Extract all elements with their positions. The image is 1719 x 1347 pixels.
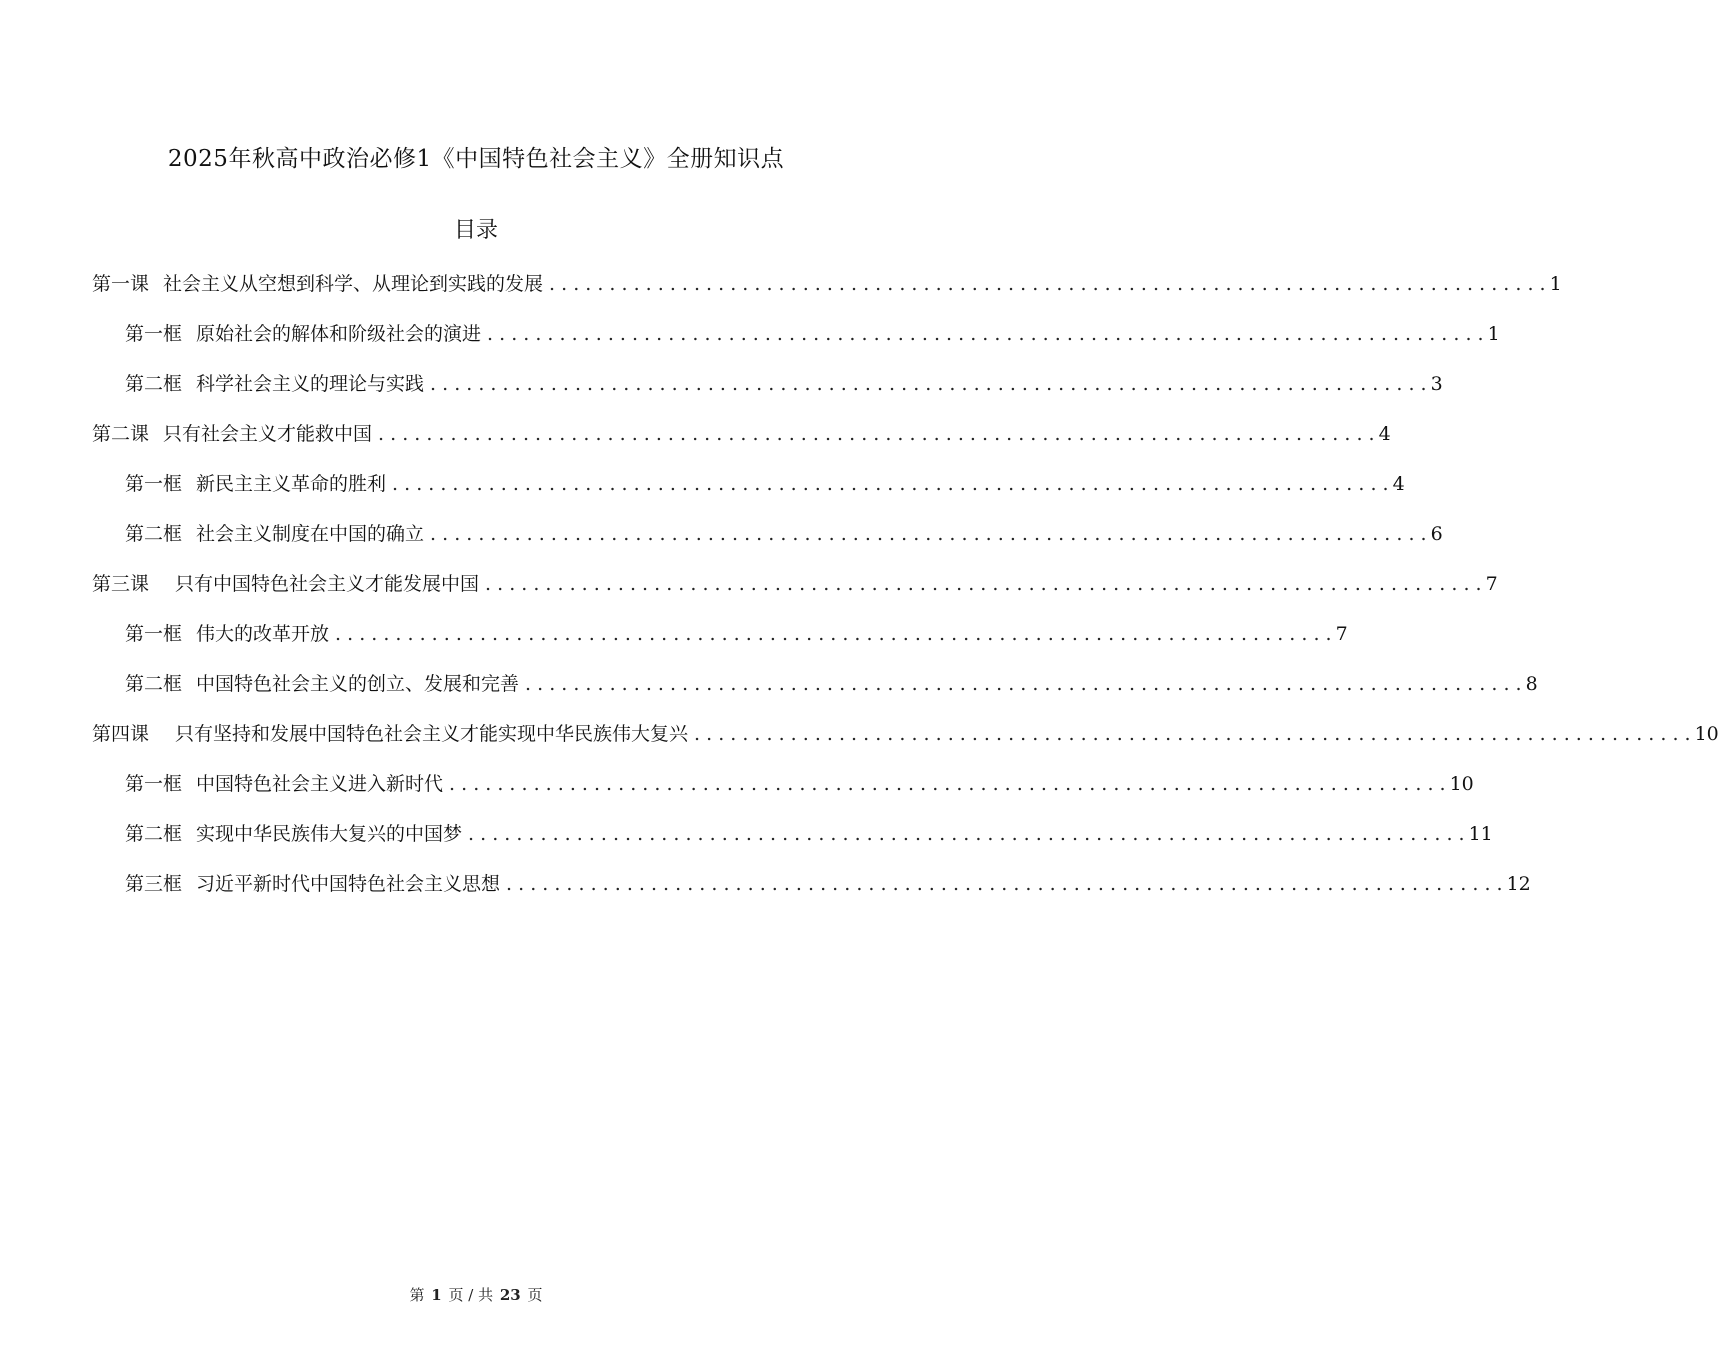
toc-entry-title: 社会主义从空想到科学、从理论到实践的发展 xyxy=(163,273,544,295)
toc-entry-number: 第一课 xyxy=(92,273,150,295)
toc-entry-page: 3 xyxy=(1430,373,1443,395)
toc-entry-page: 7 xyxy=(1485,573,1498,595)
toc-dot-leader xyxy=(468,816,1465,852)
toc-entry-title: 只有坚持和发展中国特色社会主义才能实现中华民族伟大复兴 xyxy=(175,723,689,745)
toc-entry-number: 第二框 xyxy=(125,673,183,695)
toc-dot-leader xyxy=(549,266,1546,302)
toc-entry-page: 1 xyxy=(1549,273,1562,295)
toc-dot-leader xyxy=(485,566,1482,602)
toc-entry-page: 12 xyxy=(1506,873,1531,895)
toc-entry-title: 科学社会主义的理论与实践 xyxy=(196,373,425,395)
toc-entry-title: 伟大的改革开放 xyxy=(196,623,330,645)
toc-entry-page: 8 xyxy=(1525,673,1538,695)
toc-dot-leader xyxy=(487,316,1484,352)
toc-entry-lesson-4[interactable] xyxy=(92,716,1719,766)
toc-dot-leader xyxy=(335,616,1332,652)
toc-entry-number: 第二框 xyxy=(125,823,183,845)
footer-middle: 页 / 共 xyxy=(448,1286,494,1304)
toc-entry-title: 实现中华民族伟大复兴的中国梦 xyxy=(196,823,463,845)
toc-dot-leader xyxy=(378,416,1375,452)
toc-dot-leader xyxy=(449,766,1446,802)
table-of-contents xyxy=(92,266,1719,916)
toc-entry-lesson-3-section-2[interactable] xyxy=(92,666,1538,716)
toc-dot-leader xyxy=(430,516,1427,552)
toc-entry-page: 4 xyxy=(1378,423,1391,445)
toc-dot-leader xyxy=(525,666,1522,702)
toc-entry-page: 7 xyxy=(1335,623,1348,645)
toc-entry-title: 习近平新时代中国特色社会主义思想 xyxy=(196,873,501,895)
toc-entry-title: 中国特色社会主义的创立、发展和完善 xyxy=(196,673,520,695)
footer-prefix: 第 xyxy=(409,1286,425,1304)
toc-entry-lesson-4-section-2[interactable] xyxy=(92,816,1493,866)
toc-entry-lesson-4-section-3[interactable] xyxy=(92,866,1531,916)
toc-entry-page: 10 xyxy=(1694,723,1719,745)
toc-entry-number: 第三课 xyxy=(92,573,150,595)
toc-dot-leader xyxy=(430,366,1427,402)
toc-entry-lesson-3-section-1[interactable] xyxy=(92,616,1348,666)
toc-dot-leader xyxy=(506,866,1503,902)
document-title: 2025年秋高中政治必修1《中国特色社会主义》全册知识点 xyxy=(167,146,785,172)
toc-heading: 目录 xyxy=(453,218,498,243)
toc-entry-page: 4 xyxy=(1392,473,1405,495)
toc-entry-title: 原始社会的解体和阶级社会的演进 xyxy=(196,323,482,345)
toc-entry-lesson-3[interactable] xyxy=(92,566,1498,616)
toc-entry-lesson-1[interactable] xyxy=(92,266,1562,316)
toc-entry-lesson-1-section-2[interactable] xyxy=(92,366,1443,416)
page-footer xyxy=(0,1284,952,1306)
toc-entry-lesson-2-section-1[interactable] xyxy=(92,466,1405,516)
toc-entry-page: 11 xyxy=(1468,823,1493,845)
toc-entry-page: 1 xyxy=(1487,323,1500,345)
toc-entry-number: 第二框 xyxy=(125,523,183,545)
toc-entry-number: 第一框 xyxy=(125,773,183,795)
toc-entry-page: 6 xyxy=(1430,523,1443,545)
footer-total-pages: 23 xyxy=(499,1286,521,1304)
toc-entry-number: 第三框 xyxy=(125,873,183,895)
toc-dot-leader xyxy=(392,466,1389,502)
toc-entry-number: 第二课 xyxy=(92,423,150,445)
footer-current-page: 1 xyxy=(431,1286,442,1304)
toc-entry-title: 中国特色社会主义进入新时代 xyxy=(196,773,444,795)
toc-entry-lesson-4-section-1[interactable] xyxy=(92,766,1474,816)
toc-dot-leader xyxy=(694,716,1691,752)
toc-entry-lesson-2-section-2[interactable] xyxy=(92,516,1443,566)
toc-entry-title: 新民主主义革命的胜利 xyxy=(196,473,387,495)
footer-suffix: 页 xyxy=(527,1286,543,1304)
toc-entry-title: 社会主义制度在中国的确立 xyxy=(196,523,425,545)
toc-entry-number: 第四课 xyxy=(92,723,150,745)
toc-entry-lesson-2[interactable] xyxy=(92,416,1391,466)
toc-entry-number: 第一框 xyxy=(125,323,183,345)
toc-entry-title: 只有社会主义才能救中国 xyxy=(163,423,373,445)
toc-entry-number: 第二框 xyxy=(125,373,183,395)
toc-entry-title: 只有中国特色社会主义才能发展中国 xyxy=(175,573,480,595)
toc-entry-number: 第一框 xyxy=(125,473,183,495)
toc-entry-page: 10 xyxy=(1449,773,1474,795)
toc-entry-number: 第一框 xyxy=(125,623,183,645)
toc-entry-lesson-1-section-1[interactable] xyxy=(92,316,1500,366)
